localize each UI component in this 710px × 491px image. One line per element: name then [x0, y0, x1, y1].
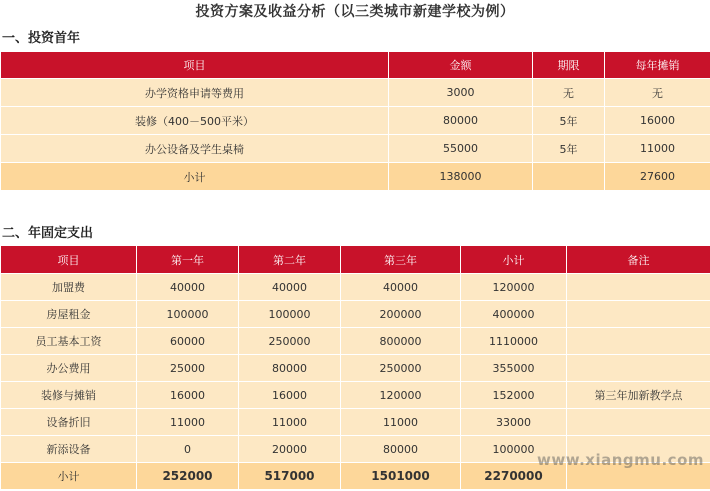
table-cell: 517000 — [239, 463, 341, 490]
table-row — [1, 274, 710, 301]
table-cell: 152000 — [461, 382, 567, 409]
table-cell: 120000 — [341, 382, 461, 409]
table-cell: 1501000 — [341, 463, 461, 490]
table-cell: 80000 — [239, 355, 341, 382]
table-cell: 40000 — [341, 274, 461, 301]
table-cell: 100000 — [137, 301, 239, 328]
table-cell: 20000 — [239, 436, 341, 463]
table-header-row — [1, 52, 710, 79]
table-cell: 装修（400－500平米） — [1, 107, 389, 135]
table-cell — [567, 355, 710, 382]
table-cell: 55000 — [389, 135, 533, 163]
table-cell: 27600 — [605, 163, 710, 191]
table-cell: 33000 — [461, 409, 567, 436]
table-row — [1, 382, 710, 409]
table-cell: 小计 — [1, 463, 137, 490]
table-cell — [567, 328, 710, 355]
table-row — [1, 409, 710, 436]
table-cell: 11000 — [137, 409, 239, 436]
table-cell: 250000 — [239, 328, 341, 355]
table-cell: 11000 — [341, 409, 461, 436]
site-watermark: www.xiangmu.com — [537, 451, 704, 469]
table-cell: 40000 — [239, 274, 341, 301]
total-row — [1, 163, 710, 191]
column-header: 期限 — [533, 52, 605, 79]
section-heading-first-year: 一、投资首年 — [2, 31, 81, 46]
table-cell: 16000 — [137, 382, 239, 409]
table-row — [1, 301, 710, 328]
column-header: 第二年 — [239, 246, 341, 274]
column-header: 每年摊销 — [605, 52, 710, 79]
table-cell: 无 — [605, 79, 710, 107]
table-cell: 5年 — [533, 135, 605, 163]
table-cell: 房屋租金 — [1, 301, 137, 328]
table-row — [1, 135, 710, 163]
table-header-row — [1, 246, 710, 274]
page-title: 投资方案及收益分析（以三类城市新建学校为例） — [195, 4, 515, 20]
table-row — [1, 79, 710, 107]
table-cell: 138000 — [389, 163, 533, 191]
table-cell: 200000 — [341, 301, 461, 328]
table-cell: 新添设备 — [1, 436, 137, 463]
table-cell: 员工基本工资 — [1, 328, 137, 355]
table-cell: 办公设备及学生桌椅 — [1, 135, 389, 163]
table-cell: 25000 — [137, 355, 239, 382]
table-cell: 16000 — [239, 382, 341, 409]
table-cell: 无 — [533, 79, 605, 107]
table-row — [1, 328, 710, 355]
column-header: 第三年 — [341, 246, 461, 274]
table-cell: 设备折旧 — [1, 409, 137, 436]
table-cell: 0 — [137, 436, 239, 463]
table-cell: 250000 — [341, 355, 461, 382]
table-cell: 装修与摊销 — [1, 382, 137, 409]
table-cell: 办公费用 — [1, 355, 137, 382]
table-cell: 120000 — [461, 274, 567, 301]
table-cell: 11000 — [605, 135, 710, 163]
table-cell: 11000 — [239, 409, 341, 436]
column-header: 金额 — [389, 52, 533, 79]
section-heading-annual-fixed-costs: 二、年固定支出 — [2, 226, 94, 241]
table-cell: 第三年加新教学点 — [567, 382, 710, 409]
table-cell — [567, 301, 710, 328]
first-year-investment-table — [0, 51, 710, 191]
table-cell: 加盟费 — [1, 274, 137, 301]
column-header: 第一年 — [137, 246, 239, 274]
table-cell: 100000 — [239, 301, 341, 328]
column-header: 项目 — [1, 52, 389, 79]
table-cell: 办学资格申请等费用 — [1, 79, 389, 107]
table-cell: 355000 — [461, 355, 567, 382]
table-cell: 40000 — [137, 274, 239, 301]
table-cell — [567, 409, 710, 436]
table-cell: 800000 — [341, 328, 461, 355]
column-header: 备注 — [567, 246, 710, 274]
table-cell: 1110000 — [461, 328, 567, 355]
table-cell: 60000 — [137, 328, 239, 355]
table-cell: 16000 — [605, 107, 710, 135]
table-cell: 3000 — [389, 79, 533, 107]
table-cell: 小计 — [1, 163, 389, 191]
table-cell: 100000 — [461, 436, 567, 463]
table-cell: 80000 — [389, 107, 533, 135]
table-cell — [567, 274, 710, 301]
table-cell: 400000 — [461, 301, 567, 328]
table-cell: 80000 — [341, 436, 461, 463]
table-cell — [533, 163, 605, 191]
table-cell: 5年 — [533, 107, 605, 135]
column-header: 小计 — [461, 246, 567, 274]
table-cell: 252000 — [137, 463, 239, 490]
table-row — [1, 107, 710, 135]
column-header: 项目 — [1, 246, 137, 274]
table-row — [1, 355, 710, 382]
table-cell: 2270000 — [461, 463, 567, 490]
